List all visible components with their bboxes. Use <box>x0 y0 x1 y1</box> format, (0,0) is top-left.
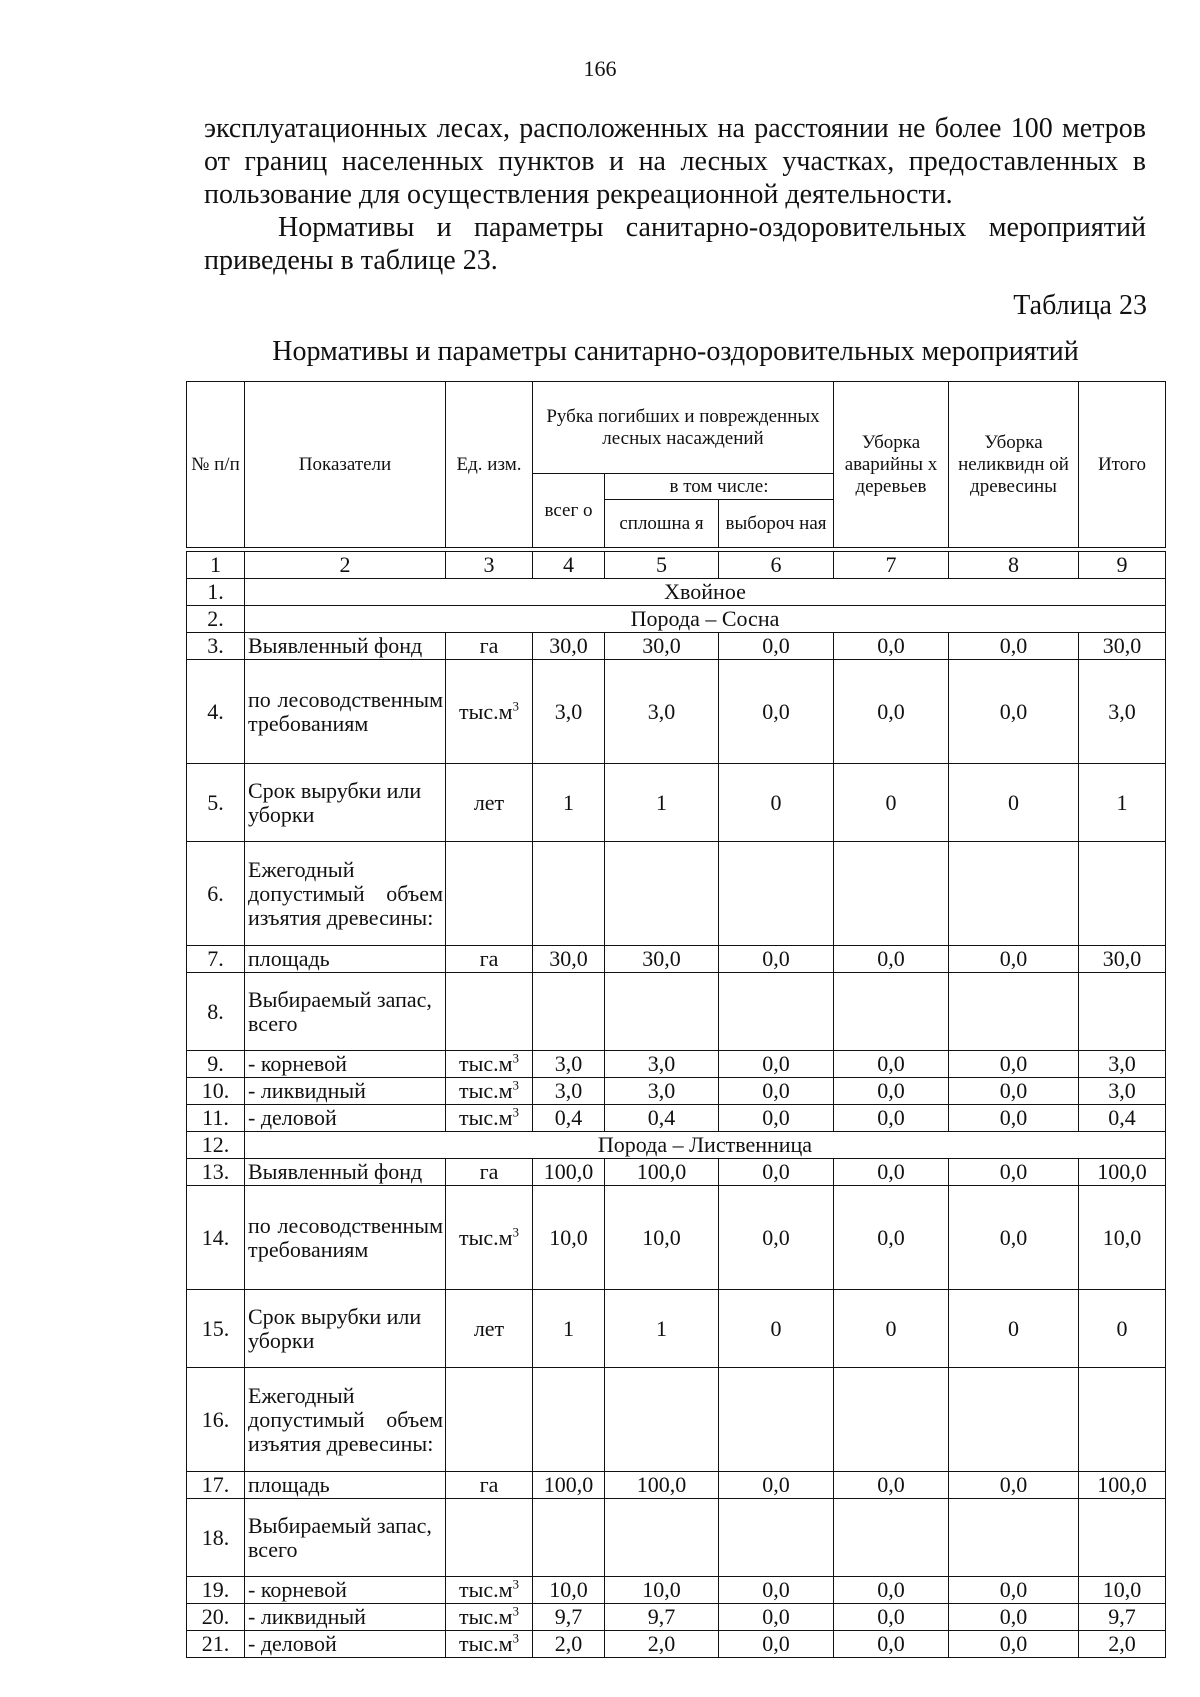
row-number: 14. <box>187 1186 245 1290</box>
row-number: 7. <box>187 946 245 973</box>
row-number: 3. <box>187 633 245 660</box>
value-selective: 0,0 <box>719 1577 834 1604</box>
indicator-label: по лесоводственным требованиям <box>245 660 446 764</box>
value-nonliquid: 0,0 <box>949 1159 1079 1186</box>
value-emergency: 0,0 <box>834 1577 949 1604</box>
unit-cell <box>446 1368 533 1472</box>
value-emergency: 0,0 <box>834 1078 949 1105</box>
unit-exponent: 3 <box>512 1104 520 1120</box>
value-total: 3,0 <box>533 1051 605 1078</box>
unit-exponent: 3 <box>512 1576 520 1592</box>
value-selective: 0,0 <box>719 660 834 764</box>
value-emergency <box>834 1368 949 1472</box>
table-row <box>187 1290 1166 1368</box>
indicator-label: Срок вырубки или уборки <box>245 1290 446 1368</box>
table-row <box>187 764 1166 842</box>
unit-cell <box>446 842 533 946</box>
column-number: 7 <box>834 552 949 579</box>
table-row <box>187 973 1166 1051</box>
value-total: 10,0 <box>533 1186 605 1290</box>
value-selective <box>719 1499 834 1577</box>
data-table <box>186 381 1166 1658</box>
value-total: 100,0 <box>533 1472 605 1499</box>
header-selective: выбороч ная <box>719 500 834 548</box>
unit-exponent: 3 <box>512 1077 520 1093</box>
indicator-label: по лесоводственным требованиям <box>245 1186 446 1290</box>
unit-exponent: 3 <box>512 1050 520 1066</box>
value-clear: 30,0 <box>605 946 719 973</box>
value-total: 2,0 <box>533 1631 605 1658</box>
value-total <box>533 1499 605 1577</box>
indicator-label: Выбираемый запас, всего <box>245 973 446 1051</box>
value-selective: 0 <box>719 764 834 842</box>
unit-cell: га <box>446 1159 533 1186</box>
column-number: 1 <box>187 552 245 579</box>
value-selective <box>719 842 834 946</box>
header-num: № п/п <box>187 382 245 548</box>
table-row <box>187 1577 1166 1604</box>
header-nonliquid: Уборка неликвидн ой древесины <box>949 382 1079 548</box>
header-itogo: Итого <box>1079 382 1166 548</box>
row-number: 17. <box>187 1472 245 1499</box>
value-total: 10,0 <box>533 1577 605 1604</box>
row-number: 11. <box>187 1105 245 1132</box>
value-clear: 1 <box>605 764 719 842</box>
row-number: 2. <box>187 606 245 633</box>
value-selective: 0,0 <box>719 1051 834 1078</box>
value-total: 30,0 <box>533 946 605 973</box>
value-clear: 100,0 <box>605 1159 719 1186</box>
value-selective: 0 <box>719 1290 834 1368</box>
value-itogo <box>1079 1499 1166 1577</box>
unit-cell <box>446 1577 533 1604</box>
table-title: Нормативы и параметры санитарно-оздоровительных мероприятий <box>272 336 1079 367</box>
table-row <box>187 660 1166 764</box>
unit-cell <box>446 1105 533 1132</box>
unit-label: тыс.м <box>458 1631 513 1656</box>
page-number: 166 <box>583 56 617 81</box>
value-emergency: 0,0 <box>834 1631 949 1658</box>
section-title: Хвойное <box>245 579 1166 606</box>
value-itogo: 100,0 <box>1079 1472 1166 1499</box>
value-clear <box>605 1499 719 1577</box>
section-title: Порода – Лиственница <box>245 1132 1166 1159</box>
row-number: 20. <box>187 1604 245 1631</box>
header-unit: Ед. изм. <box>446 382 533 548</box>
value-nonliquid: 0,0 <box>949 1604 1079 1631</box>
value-nonliquid <box>949 1499 1079 1577</box>
table-row <box>187 1368 1166 1472</box>
value-nonliquid <box>949 973 1079 1051</box>
unit-label: тыс.м <box>458 1051 513 1076</box>
section-title: Порода – Сосна <box>245 606 1166 633</box>
section-row <box>187 606 1166 633</box>
unit-cell: лет <box>446 1290 533 1368</box>
value-emergency: 0,0 <box>834 1472 949 1499</box>
value-itogo: 100,0 <box>1079 1159 1166 1186</box>
row-number: 21. <box>187 1631 245 1658</box>
indicator-label: Ежегодный допустимый объем изъятия древесины: <box>245 1368 446 1472</box>
value-clear <box>605 973 719 1051</box>
row-number: 1. <box>187 579 245 606</box>
paragraph: эксплуатационных лесах, расположенных на расстоянии не более 100 метров от границ населенных пунктов и на лесных участках, предоставленных в пользование для осуществления рекреационной деятельности. <box>204 113 1146 210</box>
unit-cell <box>446 1604 533 1631</box>
value-selective: 0,0 <box>719 1631 834 1658</box>
header-clear: сплошна я <box>605 500 719 548</box>
value-selective: 0,0 <box>719 1604 834 1631</box>
unit-cell: га <box>446 946 533 973</box>
header-felling-group: Рубка погибших и поврежденных лесных насаждений <box>533 382 834 474</box>
value-nonliquid: 0,0 <box>949 1105 1079 1132</box>
table-row <box>187 1604 1166 1631</box>
value-nonliquid: 0,0 <box>949 1186 1079 1290</box>
unit-exponent: 3 <box>512 1224 520 1240</box>
indicator-label: - корневой <box>245 1051 446 1078</box>
value-emergency: 0,0 <box>834 1186 949 1290</box>
value-selective <box>719 1368 834 1472</box>
value-itogo: 30,0 <box>1079 633 1166 660</box>
value-nonliquid: 0,0 <box>949 633 1079 660</box>
value-selective <box>719 973 834 1051</box>
value-total <box>533 1368 605 1472</box>
value-selective: 0,0 <box>719 1078 834 1105</box>
table-row <box>187 1499 1166 1577</box>
value-itogo: 0,4 <box>1079 1105 1166 1132</box>
value-total: 30,0 <box>533 633 605 660</box>
indicator-label: - корневой <box>245 1577 446 1604</box>
value-selective: 0,0 <box>719 1159 834 1186</box>
value-selective: 0,0 <box>719 1186 834 1290</box>
value-selective: 0,0 <box>719 1105 834 1132</box>
indicator-label: - деловой <box>245 1631 446 1658</box>
unit-cell <box>446 1631 533 1658</box>
value-itogo <box>1079 1368 1166 1472</box>
value-emergency: 0,0 <box>834 1105 949 1132</box>
value-nonliquid: 0 <box>949 1290 1079 1368</box>
value-clear: 100,0 <box>605 1472 719 1499</box>
value-clear: 10,0 <box>605 1186 719 1290</box>
value-nonliquid: 0 <box>949 764 1079 842</box>
header-total: всег о <box>533 474 605 548</box>
value-emergency <box>834 973 949 1051</box>
column-number: 3 <box>446 552 533 579</box>
value-itogo <box>1079 842 1166 946</box>
row-number: 12. <box>187 1132 245 1159</box>
header-indicator: Показатели <box>245 382 446 548</box>
unit-cell <box>446 973 533 1051</box>
table-row <box>187 1078 1166 1105</box>
unit-label: тыс.м <box>458 698 513 724</box>
unit-cell <box>446 1078 533 1105</box>
column-number: 4 <box>533 552 605 579</box>
header-emergency: Уборка аварийны х деревьев <box>834 382 949 548</box>
value-total: 3,0 <box>533 1078 605 1105</box>
value-nonliquid: 0,0 <box>949 1577 1079 1604</box>
column-number: 9 <box>1079 552 1166 579</box>
row-number: 4. <box>187 660 245 764</box>
table-body <box>187 579 1166 1658</box>
row-number: 10. <box>187 1078 245 1105</box>
value-total: 100,0 <box>533 1159 605 1186</box>
value-total: 1 <box>533 1290 605 1368</box>
row-number: 15. <box>187 1290 245 1368</box>
section-row <box>187 1132 1166 1159</box>
value-clear <box>605 842 719 946</box>
table-row <box>187 633 1166 660</box>
indicator-label: Выявленный фонд <box>245 633 446 660</box>
value-clear: 30,0 <box>605 633 719 660</box>
value-selective: 0,0 <box>719 1472 834 1499</box>
value-clear: 2,0 <box>605 1631 719 1658</box>
value-total <box>533 973 605 1051</box>
table-header <box>187 382 1166 579</box>
column-number: 6 <box>719 552 834 579</box>
value-emergency: 0,0 <box>834 1159 949 1186</box>
row-number: 9. <box>187 1051 245 1078</box>
value-emergency: 0,0 <box>834 660 949 764</box>
section-row <box>187 579 1166 606</box>
value-clear <box>605 1368 719 1472</box>
body-text <box>204 112 1146 277</box>
table-row <box>187 1159 1166 1186</box>
indicator-label: - ликвидный <box>245 1604 446 1631</box>
unit-cell <box>446 1186 533 1290</box>
value-selective: 0,0 <box>719 946 834 973</box>
value-itogo: 30,0 <box>1079 946 1166 973</box>
value-clear: 1 <box>605 1290 719 1368</box>
table-row <box>187 946 1166 973</box>
indicator-label: Ежегодный допустимый объем изъятия древесины: <box>245 842 446 946</box>
unit-label: тыс.м <box>458 1577 513 1602</box>
table-row <box>187 1186 1166 1290</box>
value-nonliquid: 0,0 <box>949 1631 1079 1658</box>
value-emergency: 0,0 <box>834 1051 949 1078</box>
value-nonliquid: 0,0 <box>949 1051 1079 1078</box>
indicator-label: - деловой <box>245 1105 446 1132</box>
value-itogo: 3,0 <box>1079 1051 1166 1078</box>
header-including: в том числе: <box>605 474 834 500</box>
unit-label: тыс.м <box>458 1604 513 1629</box>
row-number: 18. <box>187 1499 245 1577</box>
table-row <box>187 1631 1166 1658</box>
value-itogo <box>1079 973 1166 1051</box>
row-number: 19. <box>187 1577 245 1604</box>
value-itogo: 3,0 <box>1079 1078 1166 1105</box>
table-row <box>187 1472 1166 1499</box>
column-number-row <box>187 552 1166 579</box>
unit-cell <box>446 1499 533 1577</box>
indicator-label: Выбираемый запас, всего <box>245 1499 446 1577</box>
unit-exponent: 3 <box>512 698 520 714</box>
unit-cell: га <box>446 633 533 660</box>
value-emergency: 0,0 <box>834 633 949 660</box>
column-number: 2 <box>245 552 446 579</box>
table-row <box>187 1051 1166 1078</box>
value-emergency: 0,0 <box>834 1604 949 1631</box>
row-number: 13. <box>187 1159 245 1186</box>
indicator-label: площадь <box>245 946 446 973</box>
value-total: 3,0 <box>533 660 605 764</box>
value-itogo: 10,0 <box>1079 1186 1166 1290</box>
value-nonliquid <box>949 842 1079 946</box>
value-itogo: 0 <box>1079 1290 1166 1368</box>
unit-label: тыс.м <box>458 1105 513 1130</box>
unit-label: тыс.м <box>458 1224 513 1250</box>
value-itogo: 3,0 <box>1079 660 1166 764</box>
indicator-label: площадь <box>245 1472 446 1499</box>
indicator-label: Срок вырубки или уборки <box>245 764 446 842</box>
row-number: 5. <box>187 764 245 842</box>
column-number: 5 <box>605 552 719 579</box>
indicator-label: - ликвидный <box>245 1078 446 1105</box>
unit-label: тыс.м <box>458 1078 513 1103</box>
table-row <box>187 1105 1166 1132</box>
value-nonliquid <box>949 1368 1079 1472</box>
value-nonliquid: 0,0 <box>949 946 1079 973</box>
row-number: 8. <box>187 973 245 1051</box>
value-nonliquid: 0,0 <box>949 1078 1079 1105</box>
value-emergency: 0 <box>834 1290 949 1368</box>
column-number: 8 <box>949 552 1079 579</box>
value-itogo: 2,0 <box>1079 1631 1166 1658</box>
value-itogo: 1 <box>1079 764 1166 842</box>
value-emergency: 0 <box>834 764 949 842</box>
value-total <box>533 842 605 946</box>
value-nonliquid: 0,0 <box>949 1472 1079 1499</box>
value-clear: 9,7 <box>605 1604 719 1631</box>
unit-cell <box>446 660 533 764</box>
paragraph: Нормативы и параметры санитарно-оздоровительных мероприятий приведены в таблице 23. <box>204 212 1146 276</box>
value-total: 9,7 <box>533 1604 605 1631</box>
row-number: 6. <box>187 842 245 946</box>
value-itogo: 9,7 <box>1079 1604 1166 1631</box>
value-emergency: 0,0 <box>834 946 949 973</box>
indicator-label: Выявленный фонд <box>245 1159 446 1186</box>
value-total: 1 <box>533 764 605 842</box>
value-emergency <box>834 842 949 946</box>
value-clear: 3,0 <box>605 660 719 764</box>
row-number: 16. <box>187 1368 245 1472</box>
value-nonliquid: 0,0 <box>949 660 1079 764</box>
value-selective: 0,0 <box>719 633 834 660</box>
value-emergency <box>834 1499 949 1577</box>
value-clear: 0,4 <box>605 1105 719 1132</box>
value-clear: 3,0 <box>605 1051 719 1078</box>
value-clear: 3,0 <box>605 1078 719 1105</box>
unit-cell <box>446 1051 533 1078</box>
table-row <box>187 842 1166 946</box>
unit-cell: га <box>446 1472 533 1499</box>
unit-exponent: 3 <box>512 1603 520 1619</box>
table-label: Таблица 23 <box>1013 290 1147 321</box>
value-itogo: 10,0 <box>1079 1577 1166 1604</box>
unit-cell: лет <box>446 764 533 842</box>
unit-exponent: 3 <box>512 1630 520 1646</box>
value-total: 0,4 <box>533 1105 605 1132</box>
value-clear: 10,0 <box>605 1577 719 1604</box>
